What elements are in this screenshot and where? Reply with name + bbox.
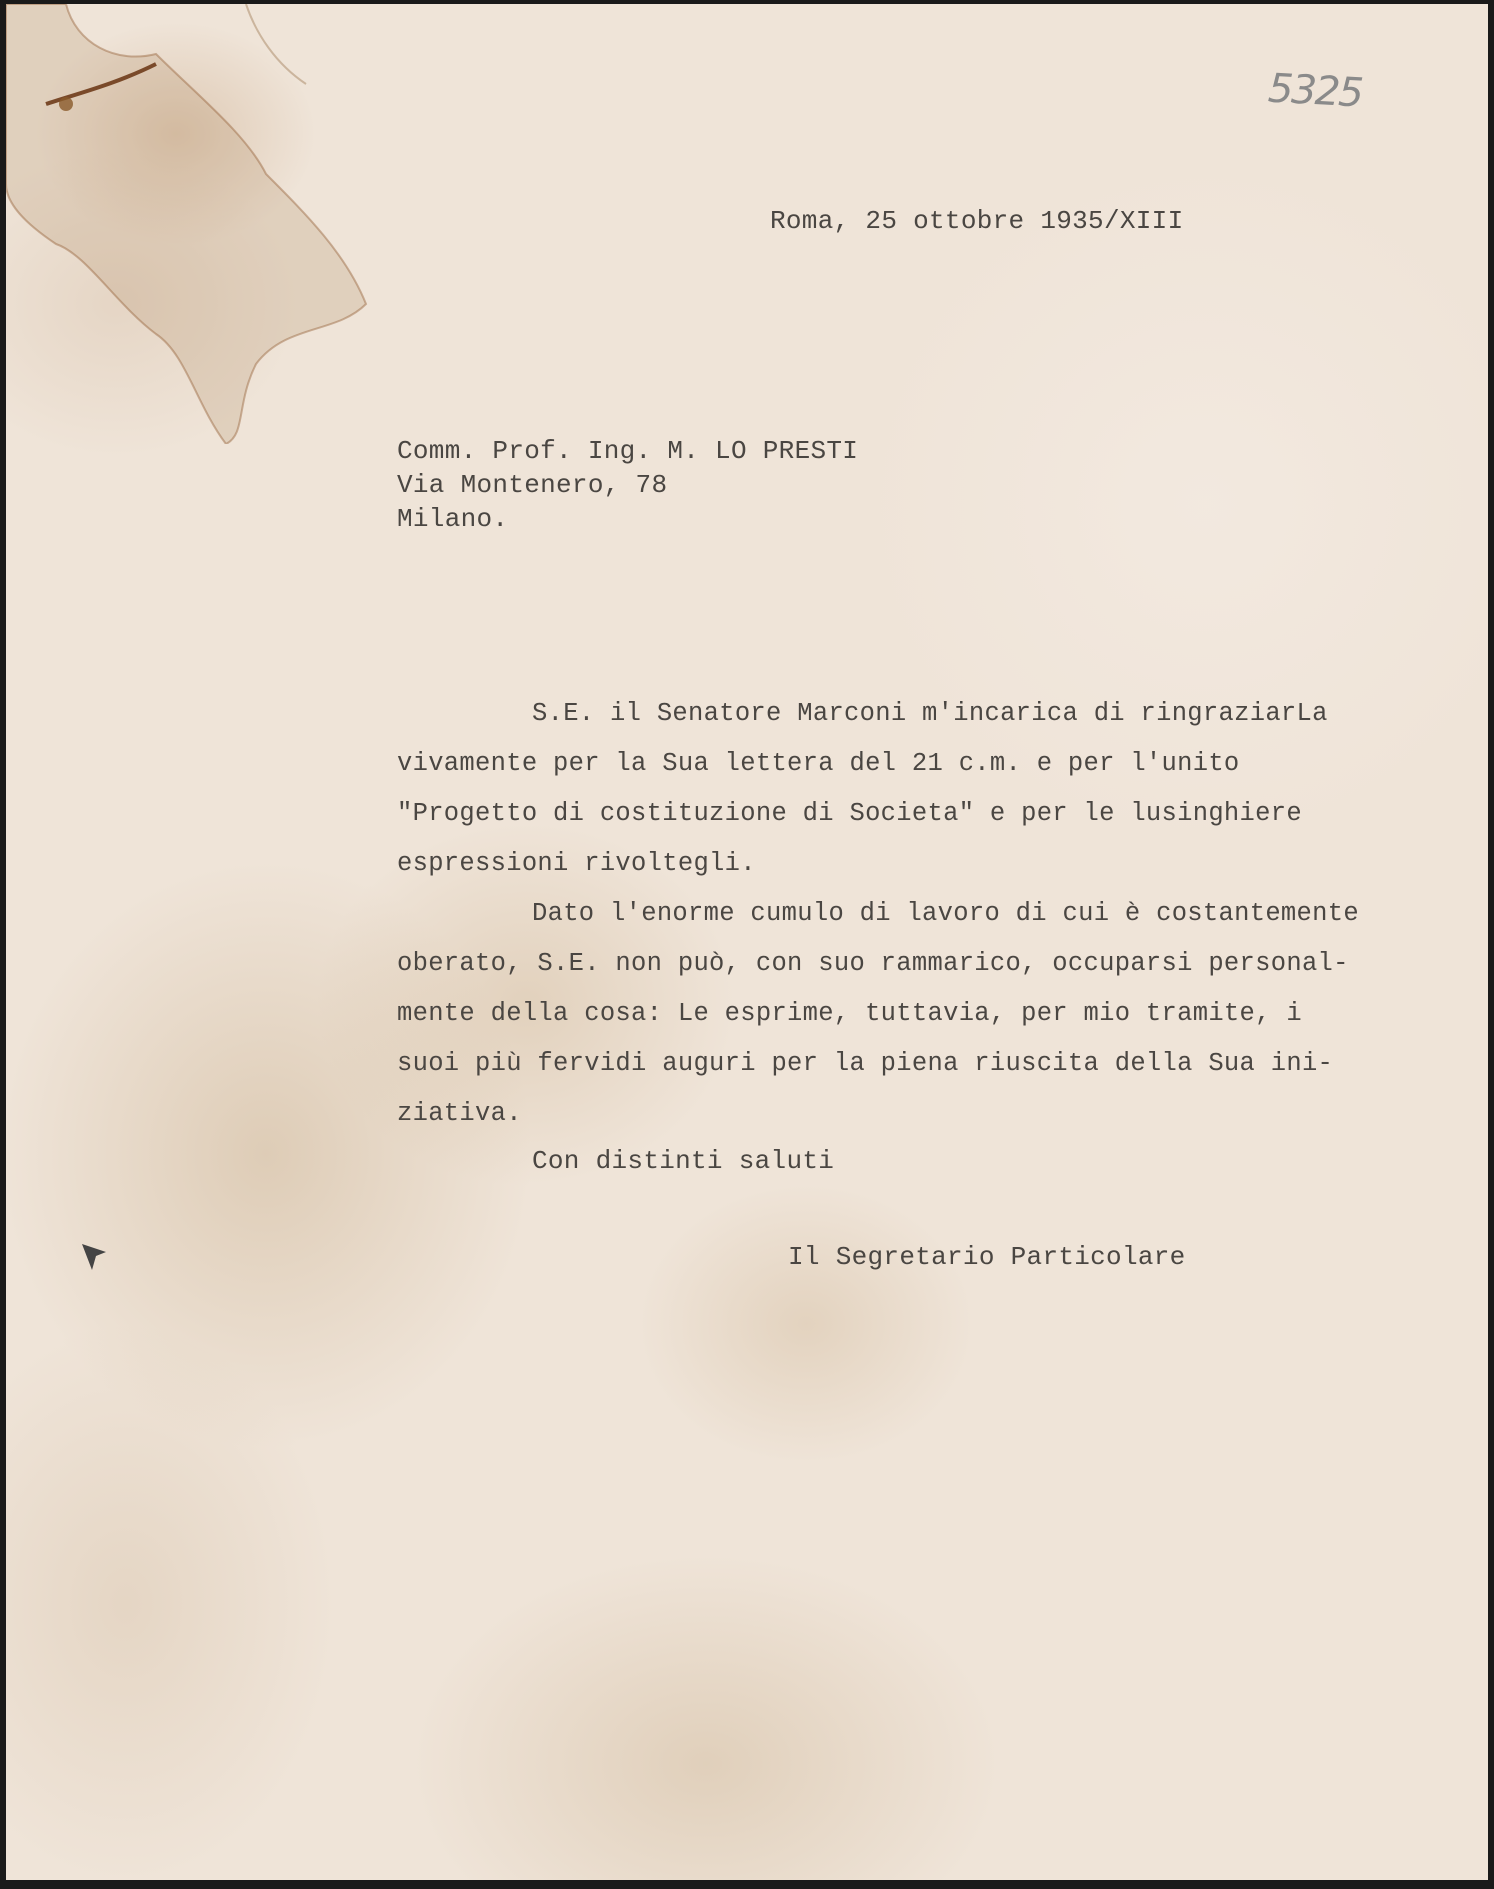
body-line: mente della cosa: Le esprime, tuttavia, per mio tramite, i: [397, 999, 1302, 1028]
recipient-street: Via Montenero, 78: [397, 470, 668, 500]
body-line: S.E. il Senatore Marconi m'incarica di ringraziarLa: [532, 699, 1328, 728]
archive-number: 5325: [1266, 65, 1363, 117]
body-line: "Progetto di costituzione di Societa" e per le lusinghiere: [397, 799, 1302, 828]
body-line: suoi più fervidi auguri per la piena riuscita della Sua ini-: [397, 1049, 1334, 1078]
signature-title: Il Segretario Particolare: [788, 1242, 1186, 1272]
body-line: espressioni rivoltegli.: [397, 849, 756, 878]
recipient-name: Comm. Prof. Ing. M. LO PRESTI: [397, 436, 859, 466]
body-line: Dato l'enorme cumulo di lavoro di cui è costantemente: [532, 899, 1359, 928]
letter-sheet: [6, 4, 1488, 1880]
closing: Con distinti saluti: [532, 1146, 835, 1176]
body-line: vivamente per la Sua lettera del 21 c.m. e per l'unito: [397, 749, 1240, 778]
dateline: Roma, 25 ottobre 1935/XIII: [770, 206, 1184, 236]
recipient-city: Milano.: [397, 504, 509, 534]
body-line: ziativa.: [397, 1099, 522, 1128]
body-line: oberato, S.E. non può, con suo rammarico, occuparsi personal-: [397, 949, 1349, 978]
burn-stain-corner: [6, 4, 406, 444]
arrow-mark-icon: [80, 1242, 108, 1272]
